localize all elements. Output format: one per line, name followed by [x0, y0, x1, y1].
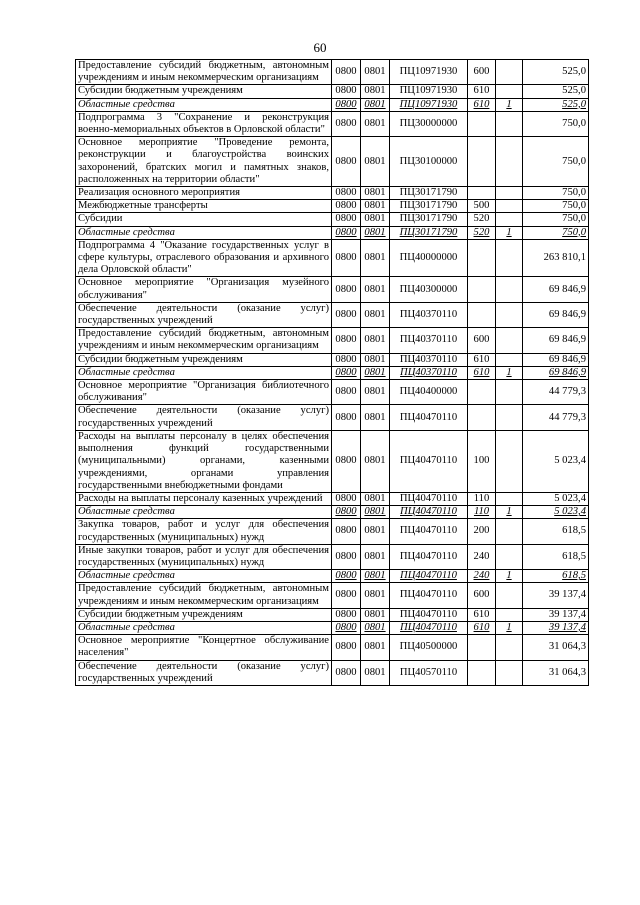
expense-kind-cell: [468, 635, 496, 660]
gp-code-cell: 0800: [332, 430, 361, 492]
amount-cell: 750,0: [523, 111, 589, 136]
amount-cell: 5 023,4: [523, 492, 589, 505]
table-row: [76, 544, 589, 569]
funding-source-cell: [496, 660, 523, 685]
row-name-cell: Предоставление субсидий бюджетным, автономным учреждениям и иным некоммерческим организациям: [76, 328, 332, 353]
table-row: [76, 111, 589, 136]
target-article-cell: ПЦ30171790: [390, 226, 468, 239]
target-article-cell: ПЦ40470110: [390, 583, 468, 608]
section-code-cell: 0801: [361, 570, 390, 583]
expense-kind-cell: 600: [468, 583, 496, 608]
expense-kind-cell: 520: [468, 226, 496, 239]
funding-source-cell: [496, 353, 523, 366]
gp-code-cell: 0800: [332, 519, 361, 544]
gp-code-cell: 0800: [332, 226, 361, 239]
expense-kind-cell: [468, 302, 496, 327]
gp-code-cell: 0800: [332, 492, 361, 505]
target-article-cell: ПЦ40470110: [390, 506, 468, 519]
section-code-cell: 0801: [361, 380, 390, 405]
table-row: [76, 570, 589, 583]
expense-kind-cell: [468, 111, 496, 136]
row-name-cell: Основное мероприятие "Концертное обслуживание населения": [76, 635, 332, 660]
amount-cell: 39 137,4: [523, 608, 589, 621]
funding-source-cell: [496, 200, 523, 213]
amount-cell: 44 779,3: [523, 405, 589, 430]
funding-source-cell: [496, 137, 523, 187]
target-article-cell: ПЦ30171790: [390, 213, 468, 226]
expense-kind-cell: [468, 660, 496, 685]
row-name-cell: Областные средства: [76, 621, 332, 634]
section-code-cell: 0801: [361, 213, 390, 226]
gp-code-cell: 0800: [332, 353, 361, 366]
expense-kind-cell: 110: [468, 492, 496, 505]
target-article-cell: ПЦ40300000: [390, 277, 468, 302]
expense-kind-cell: 520: [468, 213, 496, 226]
row-name-cell: Предоставление субсидий бюджетным, автономным учреждениям и иным некоммерческим организациям: [76, 60, 332, 85]
amount-cell: 525,0: [523, 85, 589, 98]
row-name-cell: Иные закупки товаров, работ и услуг для обеспечения государственных (муниципальных) нужд: [76, 544, 332, 569]
funding-source-cell: [496, 430, 523, 492]
amount-cell: 69 846,9: [523, 353, 589, 366]
gp-code-cell: 0800: [332, 137, 361, 187]
target-article-cell: ПЦ30171790: [390, 200, 468, 213]
section-code-cell: 0801: [361, 137, 390, 187]
table-row: [76, 430, 589, 492]
section-code-cell: 0801: [361, 608, 390, 621]
expense-kind-cell: 610: [468, 85, 496, 98]
table-row: [76, 583, 589, 608]
amount-cell: 31 064,3: [523, 635, 589, 660]
row-name-cell: Реализация основного мероприятия: [76, 187, 332, 200]
amount-cell: 750,0: [523, 200, 589, 213]
funding-source-cell: 1: [496, 366, 523, 379]
target-article-cell: ПЦ10971930: [390, 98, 468, 111]
table-row: [76, 608, 589, 621]
target-article-cell: ПЦ40370110: [390, 353, 468, 366]
section-code-cell: 0801: [361, 660, 390, 685]
gp-code-cell: 0800: [332, 200, 361, 213]
table-row: [76, 380, 589, 405]
funding-source-cell: [496, 583, 523, 608]
gp-code-cell: 0800: [332, 660, 361, 685]
target-article-cell: ПЦ40000000: [390, 239, 468, 277]
row-name-cell: Обеспечение деятельности (оказание услуг) государственных учреждений: [76, 405, 332, 430]
gp-code-cell: 0800: [332, 621, 361, 634]
amount-cell: 618,5: [523, 570, 589, 583]
funding-source-cell: [496, 519, 523, 544]
amount-cell: 69 846,9: [523, 366, 589, 379]
expense-kind-cell: 500: [468, 200, 496, 213]
funding-source-cell: [496, 380, 523, 405]
amount-cell: 69 846,9: [523, 277, 589, 302]
section-code-cell: 0801: [361, 239, 390, 277]
expense-kind-cell: 240: [468, 570, 496, 583]
gp-code-cell: 0800: [332, 302, 361, 327]
row-name-cell: Расходы на выплаты персоналу казенных учреждений: [76, 492, 332, 505]
gp-code-cell: 0800: [332, 98, 361, 111]
row-name-cell: Субсидии бюджетным учреждениям: [76, 608, 332, 621]
funding-source-cell: [496, 544, 523, 569]
expense-kind-cell: 240: [468, 544, 496, 569]
funding-source-cell: [496, 213, 523, 226]
target-article-cell: ПЦ40370110: [390, 302, 468, 327]
funding-source-cell: [496, 85, 523, 98]
target-article-cell: ПЦ30100000: [390, 137, 468, 187]
amount-cell: 750,0: [523, 213, 589, 226]
section-code-cell: 0801: [361, 621, 390, 634]
funding-source-cell: [496, 111, 523, 136]
gp-code-cell: 0800: [332, 570, 361, 583]
section-code-cell: 0801: [361, 200, 390, 213]
funding-source-cell: 1: [496, 570, 523, 583]
row-name-cell: Областные средства: [76, 506, 332, 519]
section-code-cell: 0801: [361, 353, 390, 366]
row-name-cell: Областные средства: [76, 98, 332, 111]
row-name-cell: Субсидии бюджетным учреждениям: [76, 353, 332, 366]
row-name-cell: Основное мероприятие "Организация библиотечного обслуживания": [76, 380, 332, 405]
table-row: [76, 226, 589, 239]
gp-code-cell: 0800: [332, 583, 361, 608]
row-name-cell: Обеспечение деятельности (оказание услуг) государственных учреждений: [76, 302, 332, 327]
gp-code-cell: 0800: [332, 405, 361, 430]
table-row: [76, 277, 589, 302]
gp-code-cell: 0800: [332, 506, 361, 519]
target-article-cell: ПЦ30000000: [390, 111, 468, 136]
section-code-cell: 0801: [361, 85, 390, 98]
funding-source-cell: 1: [496, 98, 523, 111]
funding-source-cell: [496, 328, 523, 353]
amount-cell: 39 137,4: [523, 583, 589, 608]
funding-source-cell: 1: [496, 226, 523, 239]
funding-source-cell: [496, 608, 523, 621]
section-code-cell: 0801: [361, 519, 390, 544]
table-row: [76, 213, 589, 226]
row-name-cell: Расходы на выплаты персоналу в целях обеспечения выполнения функций государственными (муниципальными) органами, казенными учреждениями, органами управления государственными внебюджетными фондами: [76, 430, 332, 492]
section-code-cell: 0801: [361, 111, 390, 136]
gp-code-cell: 0800: [332, 85, 361, 98]
amount-cell: 525,0: [523, 60, 589, 85]
expense-kind-cell: 200: [468, 519, 496, 544]
gp-code-cell: 0800: [332, 380, 361, 405]
funding-source-cell: [496, 405, 523, 430]
amount-cell: 525,0: [523, 98, 589, 111]
section-code-cell: 0801: [361, 277, 390, 302]
table-row: [76, 635, 589, 660]
target-article-cell: ПЦ30171790: [390, 187, 468, 200]
target-article-cell: ПЦ40470110: [390, 621, 468, 634]
section-code-cell: 0801: [361, 60, 390, 85]
expense-kind-cell: [468, 405, 496, 430]
gp-code-cell: 0800: [332, 213, 361, 226]
amount-cell: 618,5: [523, 519, 589, 544]
section-code-cell: 0801: [361, 328, 390, 353]
expense-kind-cell: 610: [468, 353, 496, 366]
funding-source-cell: [496, 277, 523, 302]
target-article-cell: ПЦ40470110: [390, 608, 468, 621]
target-article-cell: ПЦ40570110: [390, 660, 468, 685]
row-name-cell: Субсидии бюджетным учреждениям: [76, 85, 332, 98]
section-code-cell: 0801: [361, 302, 390, 327]
funding-source-cell: 1: [496, 506, 523, 519]
table-row: [76, 353, 589, 366]
expense-kind-cell: [468, 239, 496, 277]
funding-source-cell: [496, 302, 523, 327]
page-number: 60: [313, 40, 327, 55]
table-row: [76, 302, 589, 327]
amount-cell: 263 810,1: [523, 239, 589, 277]
section-code-cell: 0801: [361, 226, 390, 239]
table-row: [76, 621, 589, 634]
target-article-cell: ПЦ10971930: [390, 85, 468, 98]
funding-source-cell: [496, 187, 523, 200]
expense-kind-cell: 610: [468, 621, 496, 634]
section-code-cell: 0801: [361, 544, 390, 569]
expense-kind-cell: [468, 187, 496, 200]
expense-kind-cell: 610: [468, 366, 496, 379]
row-name-cell: Основное мероприятие "Проведение ремонта, реконструкции и благоустройства воинских захоронений, братских могил и памятных знаков, расположенных на территории области": [76, 137, 332, 187]
target-article-cell: ПЦ40470110: [390, 430, 468, 492]
target-article-cell: ПЦ40470110: [390, 519, 468, 544]
table-row: [76, 85, 589, 98]
amount-cell: 750,0: [523, 137, 589, 187]
row-name-cell: Подпрограмма 4 "Оказание государственных услуг в сфере культуры, отраслевого образования и архивного дела Орловской области": [76, 239, 332, 277]
amount-cell: 5 023,4: [523, 430, 589, 492]
table-row: [76, 239, 589, 277]
table-row: [76, 405, 589, 430]
gp-code-cell: 0800: [332, 328, 361, 353]
funding-source-cell: [496, 635, 523, 660]
row-name-cell: Областные средства: [76, 226, 332, 239]
gp-code-cell: 0800: [332, 187, 361, 200]
table-row: [76, 200, 589, 213]
table-row: [76, 60, 589, 85]
table-row: [76, 187, 589, 200]
funding-source-cell: 1: [496, 621, 523, 634]
budget-table: [75, 59, 589, 686]
section-code-cell: 0801: [361, 187, 390, 200]
table-row: [76, 660, 589, 685]
target-article-cell: ПЦ40400000: [390, 380, 468, 405]
target-article-cell: ПЦ40470110: [390, 405, 468, 430]
section-code-cell: 0801: [361, 506, 390, 519]
section-code-cell: 0801: [361, 366, 390, 379]
table-row: [76, 98, 589, 111]
amount-cell: 39 137,4: [523, 621, 589, 634]
expense-kind-cell: 100: [468, 430, 496, 492]
gp-code-cell: 0800: [332, 111, 361, 136]
target-article-cell: ПЦ40470110: [390, 544, 468, 569]
row-name-cell: Основное мероприятие "Организация музейного обслуживания": [76, 277, 332, 302]
amount-cell: 618,5: [523, 544, 589, 569]
expense-kind-cell: [468, 277, 496, 302]
section-code-cell: 0801: [361, 492, 390, 505]
amount-cell: 750,0: [523, 226, 589, 239]
section-code-cell: 0801: [361, 583, 390, 608]
section-code-cell: 0801: [361, 405, 390, 430]
section-code-cell: 0801: [361, 635, 390, 660]
budget-table-body: [76, 60, 589, 686]
funding-source-cell: [496, 492, 523, 505]
table-row: [76, 366, 589, 379]
target-article-cell: ПЦ40370110: [390, 366, 468, 379]
table-row: [76, 506, 589, 519]
row-name-cell: Предоставление субсидий бюджетным, автономным учреждениям и иным некоммерческим организациям: [76, 583, 332, 608]
section-code-cell: 0801: [361, 430, 390, 492]
amount-cell: 5 023,4: [523, 506, 589, 519]
target-article-cell: ПЦ40370110: [390, 328, 468, 353]
table-row: [76, 492, 589, 505]
row-name-cell: Подпрограмма 3 "Сохранение и реконструкция военно-мемориальных объектов в Орловской области": [76, 111, 332, 136]
expense-kind-cell: 600: [468, 60, 496, 85]
funding-source-cell: [496, 239, 523, 277]
gp-code-cell: 0800: [332, 366, 361, 379]
gp-code-cell: 0800: [332, 239, 361, 277]
row-name-cell: Закупка товаров, работ и услуг для обеспечения государственных (муниципальных) нужд: [76, 519, 332, 544]
amount-cell: 44 779,3: [523, 380, 589, 405]
table-row: [76, 137, 589, 187]
section-code-cell: 0801: [361, 98, 390, 111]
target-article-cell: ПЦ40500000: [390, 635, 468, 660]
expense-kind-cell: 600: [468, 328, 496, 353]
expense-kind-cell: 110: [468, 506, 496, 519]
funding-source-cell: [496, 60, 523, 85]
gp-code-cell: 0800: [332, 544, 361, 569]
table-row: [76, 519, 589, 544]
gp-code-cell: 0800: [332, 608, 361, 621]
expense-kind-cell: 610: [468, 98, 496, 111]
amount-cell: 31 064,3: [523, 660, 589, 685]
expense-kind-cell: [468, 137, 496, 187]
expense-kind-cell: [468, 380, 496, 405]
row-name-cell: Областные средства: [76, 366, 332, 379]
amount-cell: 69 846,9: [523, 328, 589, 353]
row-name-cell: Субсидии: [76, 213, 332, 226]
target-article-cell: ПЦ10971930: [390, 60, 468, 85]
row-name-cell: Областные средства: [76, 570, 332, 583]
amount-cell: 69 846,9: [523, 302, 589, 327]
row-name-cell: Межбюджетные трансферты: [76, 200, 332, 213]
expense-kind-cell: 610: [468, 608, 496, 621]
gp-code-cell: 0800: [332, 277, 361, 302]
row-name-cell: Обеспечение деятельности (оказание услуг) государственных учреждений: [76, 660, 332, 685]
table-row: [76, 328, 589, 353]
gp-code-cell: 0800: [332, 60, 361, 85]
target-article-cell: ПЦ40470110: [390, 570, 468, 583]
gp-code-cell: 0800: [332, 635, 361, 660]
target-article-cell: ПЦ40470110: [390, 492, 468, 505]
amount-cell: 750,0: [523, 187, 589, 200]
